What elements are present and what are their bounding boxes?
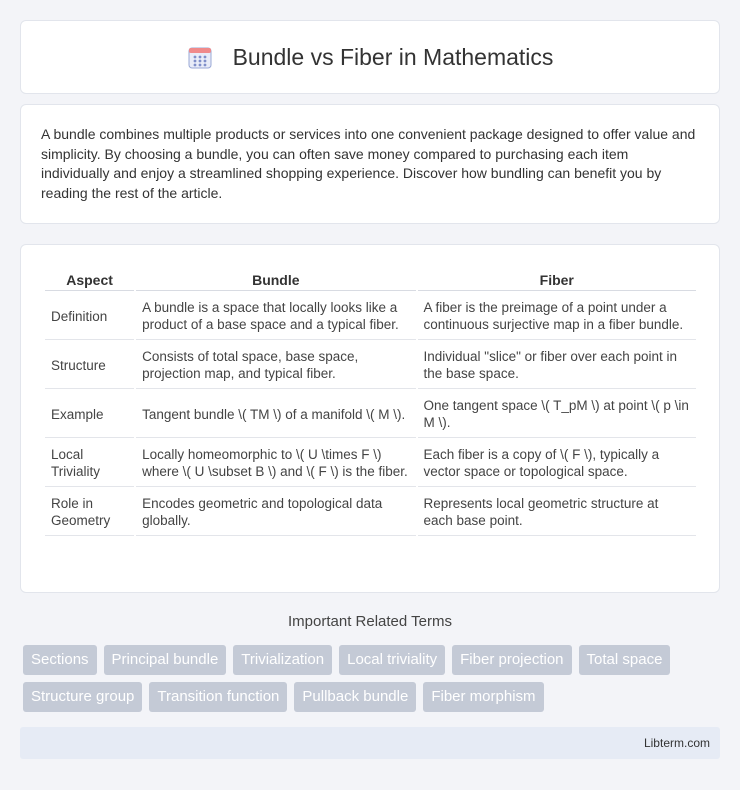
tag-local-triviality[interactable]: Local triviality	[339, 645, 445, 675]
table-row	[45, 342, 696, 389]
intro-text: A bundle combines multiple products or services into one convenient package designed to offer value and simplicity. By choosing a bundle, you can often save money compared to purchasing each item individually and enjoy a streamlined shopping experience. Discover how bundling can benefit you by reading the rest of the article.	[41, 126, 696, 201]
header-bundle: Bundle	[136, 267, 415, 291]
tag-sections[interactable]: Sections	[23, 645, 97, 675]
related-terms-title: Important Related Terms	[288, 613, 452, 630]
row-bundle: Encodes geometric and topological data globally.	[136, 489, 415, 536]
tag-structure-group[interactable]: Structure group	[23, 682, 142, 712]
row-bundle: Locally homeomorphic to \( U \times F \) where \( U \subset B \) and \( F \) is the fiber.	[136, 440, 415, 487]
row-bundle: Consists of total space, base space, projection map, and typical fiber.	[136, 342, 415, 389]
row-aspect: Example	[45, 391, 134, 438]
row-aspect: Structure	[45, 342, 134, 389]
calendar-grid-icon	[187, 44, 213, 70]
related-terms-list	[23, 645, 723, 719]
tag-pullback-bundle[interactable]: Pullback bundle	[294, 682, 416, 712]
tag-transition-function[interactable]: Transition function	[149, 682, 287, 712]
row-fiber: Each fiber is a copy of \( F \), typically a vector space or topological space.	[418, 440, 696, 487]
table-header-row	[45, 267, 696, 291]
row-fiber: Individual "slice" or fiber over each point in the base space.	[418, 342, 696, 389]
comparison-table	[43, 265, 698, 538]
tag-trivialization[interactable]: Trivialization	[233, 645, 332, 675]
tag-total-space[interactable]: Total space	[579, 645, 671, 675]
row-fiber: Represents local geometric structure at each base point.	[418, 489, 696, 536]
table-row	[45, 440, 696, 487]
table-row	[45, 293, 696, 340]
footer-site-link[interactable]: Libterm.com	[643, 736, 710, 750]
header-card	[20, 20, 720, 94]
comparison-table-card	[20, 244, 720, 593]
header-fiber: Fiber	[418, 267, 696, 291]
footer	[20, 727, 720, 759]
row-bundle: Tangent bundle \( TM \) of a manifold \( M \).	[136, 391, 415, 438]
row-aspect: Role in Geometry	[45, 489, 134, 536]
tag-fiber-morphism[interactable]: Fiber morphism	[423, 682, 543, 712]
row-fiber: A fiber is the preimage of a point under a continuous surjective map in a fiber bundle.	[418, 293, 696, 340]
row-aspect: Local Triviality	[45, 440, 134, 487]
row-fiber: One tangent space \( T_pM \) at point \( p \in M \).	[418, 391, 696, 438]
table-row	[45, 489, 696, 536]
header-aspect: Aspect	[45, 267, 134, 291]
tag-principal-bundle[interactable]: Principal bundle	[104, 645, 227, 675]
row-bundle: A bundle is a space that locally looks like a product of a base space and a typical fiber.	[136, 293, 415, 340]
table-row	[45, 391, 696, 438]
intro-card	[20, 104, 720, 224]
page-title: Bundle vs Fiber in Mathematics	[232, 43, 554, 70]
row-aspect: Definition	[45, 293, 134, 340]
tag-fiber-projection[interactable]: Fiber projection	[452, 645, 571, 675]
